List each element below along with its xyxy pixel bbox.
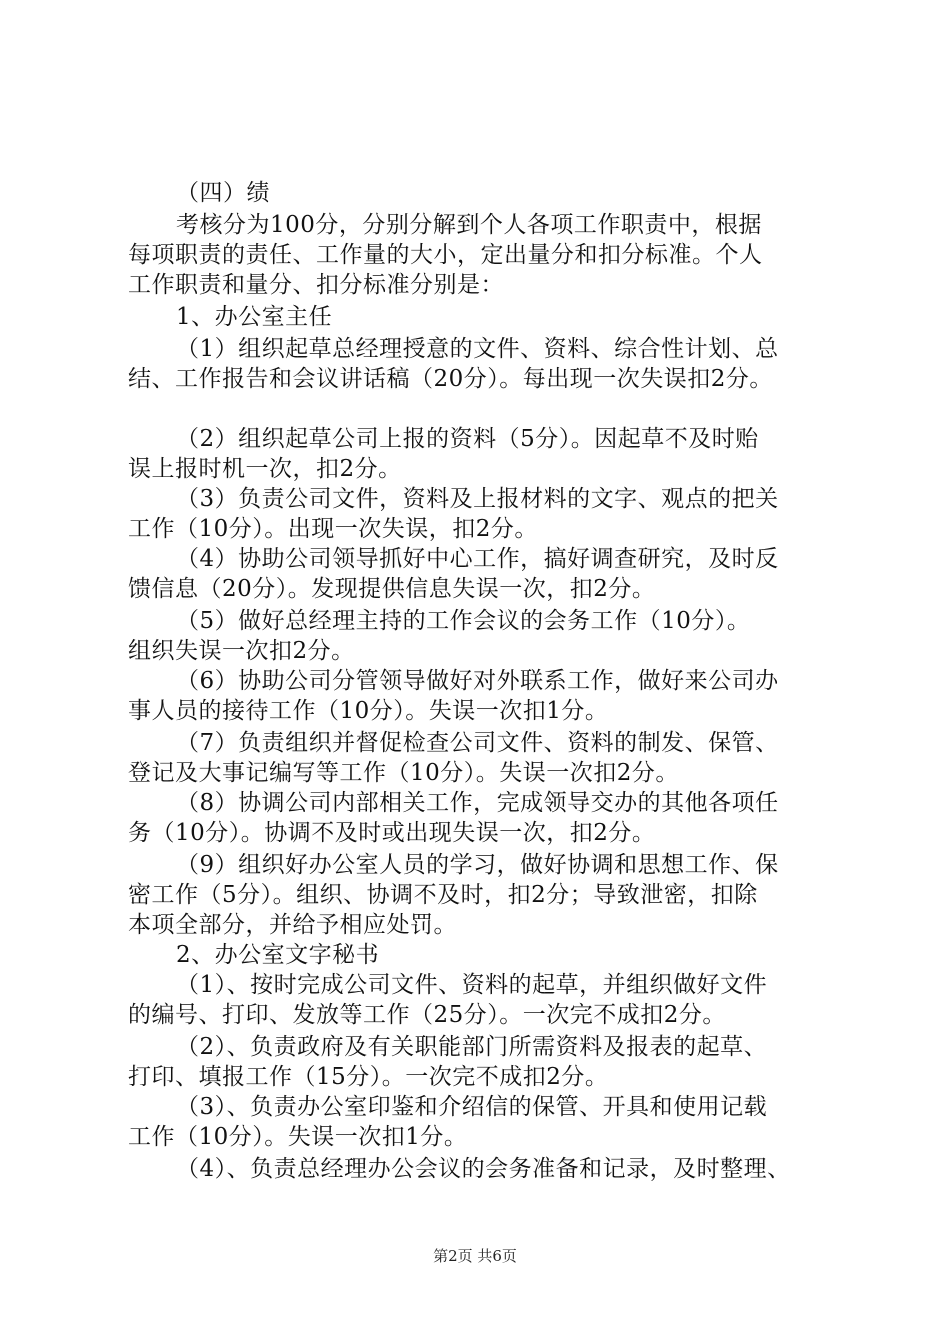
paragraph-line: 误上报时机一次，扣2分。	[128, 456, 402, 482]
paragraph-line: 务（10分）。协调不及时或出现失误一次，扣2分。	[128, 820, 656, 846]
section-heading: （四）绩	[176, 180, 270, 206]
paragraph-line: （3）、负责办公室印鉴和介绍信的保管、开具和使用记载	[176, 1094, 768, 1120]
paragraph-line: 馈信息（20分）。发现提供信息失误一次，扣2分。	[128, 576, 656, 602]
paragraph-line: （4）、负责总经理办公会议的会务准备和记录，及时整理、	[176, 1156, 791, 1182]
paragraph-line: （5）做好总经理主持的工作会议的会务工作（10分）。	[176, 608, 751, 634]
paragraph-line: 的编号、打印、发放等工作（25分）。一次完不成扣2分。	[128, 1002, 726, 1028]
paragraph-line: 打印、填报工作（15分）。一次完不成扣2分。	[128, 1064, 609, 1090]
paragraph-line: （4）协助公司领导抓好中心工作，搞好调查研究，及时反	[176, 546, 779, 572]
paragraph-line: 工作（10分）。失误一次扣1分。	[128, 1124, 468, 1150]
section-heading: 2、办公室文字秘书	[176, 942, 380, 968]
paragraph-line: （2）、负责政府及有关职能部门所需资料及报表的起草、	[176, 1034, 768, 1060]
paragraph-line: （8）协调公司内部相关工作，完成领导交办的其他各项任	[176, 790, 779, 816]
paragraph-line: （3）负责公司文件，资料及上报材料的文字、观点的把关	[176, 486, 779, 512]
paragraph-line: 本项全部分，并给予相应处罚。	[128, 912, 457, 938]
paragraph-line: 事人员的接待工作（10分）。失误一次扣1分。	[128, 698, 609, 724]
section-heading: 1、办公室主任	[176, 304, 333, 330]
paragraph-line: 密工作（5分）。组织、协调不及时，扣2分；导致泄密，扣除	[128, 882, 758, 908]
paragraph-line: （2）组织起草公司上报的资料（5分）。因起草不及时贻	[176, 426, 759, 452]
paragraph-line: 结、工作报告和会议讲话稿（20分）。每出现一次失误扣2分。	[128, 366, 773, 392]
page-number-footer: 第2页 共6页	[433, 1247, 517, 1265]
paragraph-line: 考核分为100分，分别分解到个人各项工作职责中，根据	[176, 212, 762, 238]
paragraph-line: 组织失误一次扣2分。	[128, 638, 355, 664]
paragraph-line: （1）、按时完成公司文件、资料的起草，并组织做好文件	[176, 972, 768, 998]
paragraph-line: 工作职责和量分、扣分标准分别是：	[128, 272, 504, 298]
paragraph-line: 每项职责的责任、工作量的大小，定出量分和扣分标准。个人	[128, 242, 763, 268]
paragraph-line: （7）负责组织并督促检查公司文件、资料的制发、保管、	[176, 730, 779, 756]
paragraph-line: 工作（10分）。出现一次失误，扣2分。	[128, 516, 538, 542]
paragraph-line: （1）组织起草总经理授意的文件、资料、综合性计划、总	[176, 336, 779, 362]
paragraph-line: （6）协助公司分管领导做好对外联系工作，做好来公司办	[176, 668, 779, 694]
paragraph-line: 登记及大事记编写等工作（10分）。失误一次扣2分。	[128, 760, 679, 786]
paragraph-line: （9）组织好办公室人员的学习，做好协调和思想工作、保	[176, 852, 779, 878]
